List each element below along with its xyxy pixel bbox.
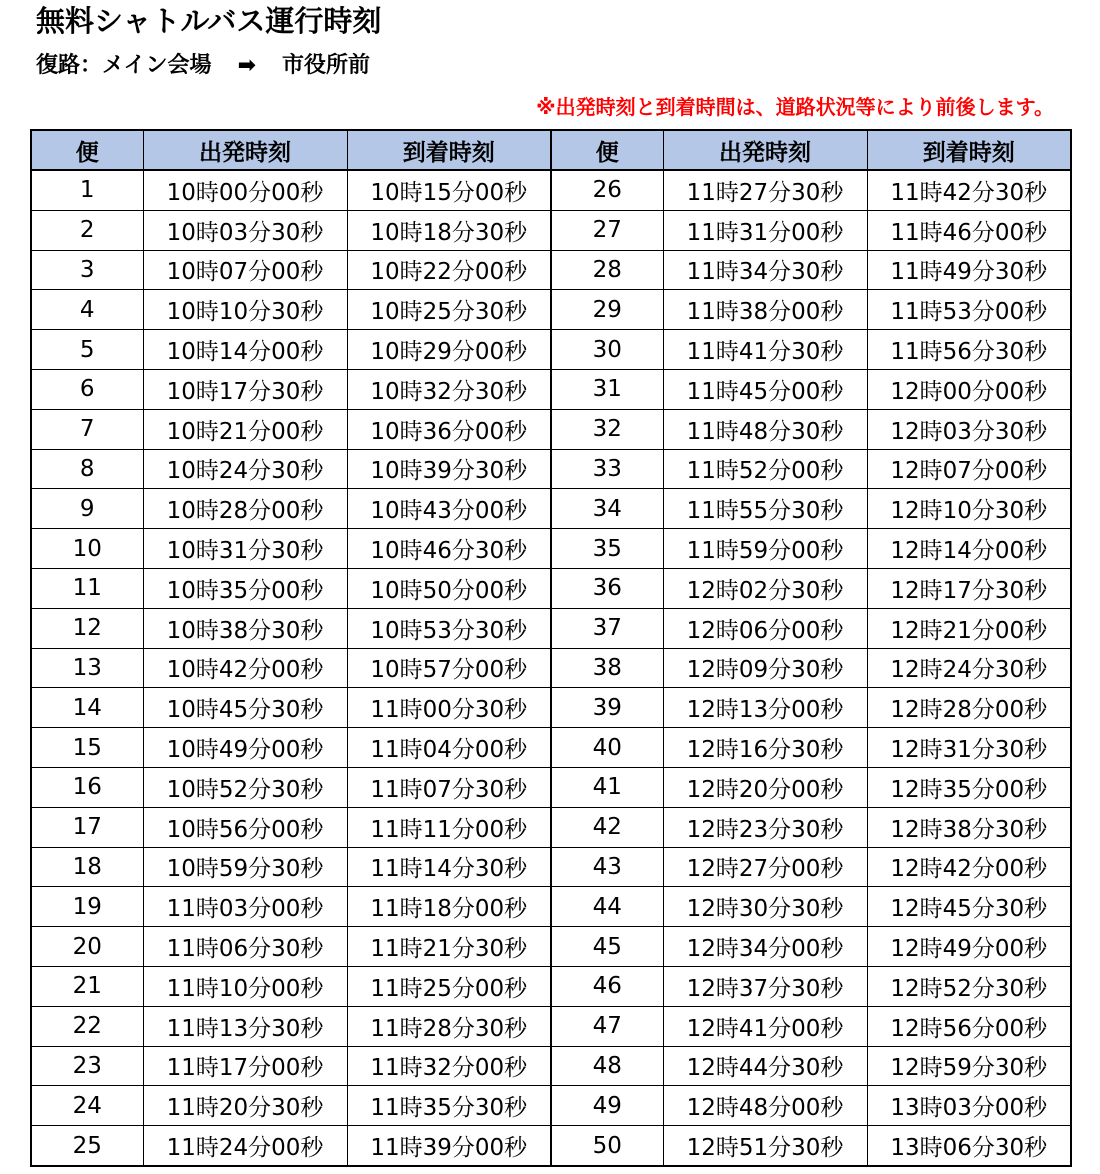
departure-time-cell: 11時24分00秒	[143, 1126, 347, 1166]
schedule-table	[30, 129, 1072, 1167]
table-row	[31, 608, 1071, 648]
table-row	[31, 648, 1071, 688]
route-line	[36, 50, 370, 82]
departure-time-cell: 11時27分30秒	[663, 170, 867, 210]
departure-time-cell: 12時06分00秒	[663, 608, 867, 648]
trip-number-cell: 6	[31, 369, 143, 409]
trip-number-cell: 42	[551, 807, 663, 847]
trip-number-cell: 37	[551, 608, 663, 648]
arrival-time-cell: 11時42分30秒	[867, 170, 1071, 210]
arrival-time-cell: 12時24分30秒	[867, 648, 1071, 688]
trip-number-cell: 3	[31, 250, 143, 290]
departure-time-cell: 12時02分30秒	[663, 568, 867, 608]
trip-number-cell: 45	[551, 927, 663, 967]
arrival-time-cell: 12時52分30秒	[867, 966, 1071, 1006]
trip-number-cell: 28	[551, 250, 663, 290]
trip-number-cell: 40	[551, 728, 663, 768]
arrival-time-cell: 12時00分00秒	[867, 369, 1071, 409]
table-row	[31, 927, 1071, 967]
departure-time-cell: 10時49分00秒	[143, 728, 347, 768]
departure-time-cell: 10時38分30秒	[143, 608, 347, 648]
trip-number-cell: 31	[551, 369, 663, 409]
trip-number-cell: 23	[31, 1046, 143, 1086]
arrival-time-cell: 12時03分30秒	[867, 409, 1071, 449]
header-departure-time: 出発時刻	[663, 130, 867, 170]
departure-time-cell: 11時41分30秒	[663, 330, 867, 370]
trip-number-cell: 20	[31, 927, 143, 967]
arrival-time-cell: 11時00分30秒	[347, 688, 551, 728]
departure-time-cell: 12時09分30秒	[663, 648, 867, 688]
table-header-row	[31, 130, 1071, 170]
table-row	[31, 1006, 1071, 1046]
arrival-time-cell: 12時17分30秒	[867, 568, 1071, 608]
departure-time-cell: 11時34分30秒	[663, 250, 867, 290]
departure-time-cell: 10時56分00秒	[143, 807, 347, 847]
table-row	[31, 767, 1071, 807]
arrival-time-cell: 10時18分30秒	[347, 210, 551, 250]
departure-time-cell: 12時34分00秒	[663, 927, 867, 967]
arrival-time-cell: 11時07分30秒	[347, 767, 551, 807]
trip-number-cell: 33	[551, 449, 663, 489]
table-row	[31, 449, 1071, 489]
header-departure-time: 出発時刻	[143, 130, 347, 170]
trip-number-cell: 7	[31, 409, 143, 449]
arrival-time-cell: 10時57分00秒	[347, 648, 551, 688]
trip-number-cell: 12	[31, 608, 143, 648]
arrival-time-cell: 11時35分30秒	[347, 1086, 551, 1126]
departure-time-cell: 11時17分00秒	[143, 1046, 347, 1086]
departure-time-cell: 10時59分30秒	[143, 847, 347, 887]
trip-number-cell: 14	[31, 688, 143, 728]
departure-time-cell: 10時17分30秒	[143, 369, 347, 409]
table-row	[31, 170, 1071, 210]
departure-time-cell: 10時07分00秒	[143, 250, 347, 290]
arrival-time-cell: 10時46分30秒	[347, 529, 551, 569]
arrival-time-cell: 10時22分00秒	[347, 250, 551, 290]
departure-time-cell: 12時41分00秒	[663, 1006, 867, 1046]
arrival-time-cell: 12時38分30秒	[867, 807, 1071, 847]
arrival-time-cell: 12時59分30秒	[867, 1046, 1071, 1086]
arrival-time-cell: 11時04分00秒	[347, 728, 551, 768]
trip-number-cell: 11	[31, 568, 143, 608]
arrival-time-cell: 11時28分30秒	[347, 1006, 551, 1046]
arrival-time-cell: 10時29分00秒	[347, 330, 551, 370]
departure-time-cell: 11時20分30秒	[143, 1086, 347, 1126]
departure-time-cell: 12時20分00秒	[663, 767, 867, 807]
trip-number-cell: 32	[551, 409, 663, 449]
arrival-time-cell: 11時18分00秒	[347, 887, 551, 927]
trip-number-cell: 27	[551, 210, 663, 250]
arrival-time-cell: 12時21分00秒	[867, 608, 1071, 648]
trip-number-cell: 36	[551, 568, 663, 608]
arrival-time-cell: 10時25分30秒	[347, 290, 551, 330]
arrival-time-cell: 11時21分30秒	[347, 927, 551, 967]
arrival-time-cell: 12時56分00秒	[867, 1006, 1071, 1046]
trip-number-cell: 21	[31, 966, 143, 1006]
table-row	[31, 290, 1071, 330]
departure-time-cell: 11時31分00秒	[663, 210, 867, 250]
departure-time-cell: 11時52分00秒	[663, 449, 867, 489]
table-row	[31, 1046, 1071, 1086]
arrival-time-cell: 11時32分00秒	[347, 1046, 551, 1086]
departure-time-cell: 10時35分00秒	[143, 568, 347, 608]
trip-number-cell: 47	[551, 1006, 663, 1046]
trip-number-cell: 22	[31, 1006, 143, 1046]
table-row	[31, 210, 1071, 250]
header-arrival-time: 到着時刻	[867, 130, 1071, 170]
departure-time-cell: 10時28分00秒	[143, 489, 347, 529]
route-label: 復路：メイン会場	[36, 53, 212, 78]
departure-time-cell: 12時23分30秒	[663, 807, 867, 847]
table-row	[31, 688, 1071, 728]
trip-number-cell: 48	[551, 1046, 663, 1086]
arrival-time-cell: 12時31分30秒	[867, 728, 1071, 768]
arrival-time-cell: 10時53分30秒	[347, 608, 551, 648]
arrival-time-cell: 12時10分30秒	[867, 489, 1071, 529]
arrival-time-cell: 10時15分00秒	[347, 170, 551, 210]
table-row	[31, 728, 1071, 768]
trip-number-cell: 15	[31, 728, 143, 768]
arrival-time-cell: 12時28分00秒	[867, 688, 1071, 728]
trip-number-cell: 9	[31, 489, 143, 529]
trip-number-cell: 34	[551, 489, 663, 529]
arrival-time-cell: 11時49分30秒	[867, 250, 1071, 290]
arrival-time-cell: 11時53分00秒	[867, 290, 1071, 330]
arrival-time-cell: 10時32分30秒	[347, 369, 551, 409]
arrival-time-cell: 11時25分00秒	[347, 966, 551, 1006]
departure-time-cell: 10時42分00秒	[143, 648, 347, 688]
trip-number-cell: 30	[551, 330, 663, 370]
page-title: 無料シャトルバス運行時刻	[36, 4, 382, 38]
departure-time-cell: 10時03分30秒	[143, 210, 347, 250]
schedule-note: ※出発時刻と到着時間は、道路状況等により前後します。	[536, 95, 1054, 119]
table-row	[31, 887, 1071, 927]
arrival-time-cell: 12時42分00秒	[867, 847, 1071, 887]
departure-time-cell: 12時30分30秒	[663, 887, 867, 927]
departure-time-cell: 11時45分00秒	[663, 369, 867, 409]
trip-number-cell: 35	[551, 529, 663, 569]
trip-number-cell: 41	[551, 767, 663, 807]
departure-time-cell: 11時06分30秒	[143, 927, 347, 967]
arrival-time-cell: 12時45分30秒	[867, 887, 1071, 927]
arrival-time-cell: 12時14分00秒	[867, 529, 1071, 569]
table-row	[31, 529, 1071, 569]
trip-number-cell: 4	[31, 290, 143, 330]
schedule-table-body	[31, 170, 1071, 1166]
departure-time-cell: 12時51分30秒	[663, 1126, 867, 1166]
arrival-time-cell: 12時35分00秒	[867, 767, 1071, 807]
departure-time-cell: 11時10分00秒	[143, 966, 347, 1006]
table-row	[31, 330, 1071, 370]
header-trip-number: 便	[551, 130, 663, 170]
departure-time-cell: 11時13分30秒	[143, 1006, 347, 1046]
departure-time-cell: 11時59分00秒	[663, 529, 867, 569]
table-row	[31, 409, 1071, 449]
table-row	[31, 807, 1071, 847]
trip-number-cell: 10	[31, 529, 143, 569]
table-row	[31, 568, 1071, 608]
table-row	[31, 250, 1071, 290]
departure-time-cell: 12時27分00秒	[663, 847, 867, 887]
arrival-time-cell: 11時56分30秒	[867, 330, 1071, 370]
table-row	[31, 966, 1071, 1006]
header-trip-number: 便	[31, 130, 143, 170]
departure-time-cell: 12時13分00秒	[663, 688, 867, 728]
trip-number-cell: 17	[31, 807, 143, 847]
trip-number-cell: 5	[31, 330, 143, 370]
trip-number-cell: 18	[31, 847, 143, 887]
departure-time-cell: 10時52分30秒	[143, 767, 347, 807]
arrival-time-cell: 10時50分00秒	[347, 568, 551, 608]
arrival-time-cell: 11時14分30秒	[347, 847, 551, 887]
departure-time-cell: 10時14分00秒	[143, 330, 347, 370]
trip-number-cell: 2	[31, 210, 143, 250]
arrival-time-cell: 12時49分00秒	[867, 927, 1071, 967]
arrival-time-cell: 10時36分00秒	[347, 409, 551, 449]
departure-time-cell: 12時44分30秒	[663, 1046, 867, 1086]
departure-time-cell: 12時37分30秒	[663, 966, 867, 1006]
arrival-time-cell: 11時39分00秒	[347, 1126, 551, 1166]
trip-number-cell: 8	[31, 449, 143, 489]
departure-time-cell: 12時48分00秒	[663, 1086, 867, 1126]
departure-time-cell: 10時45分30秒	[143, 688, 347, 728]
trip-number-cell: 49	[551, 1086, 663, 1126]
departure-time-cell: 11時55分30秒	[663, 489, 867, 529]
departure-time-cell: 10時21分00秒	[143, 409, 347, 449]
trip-number-cell: 44	[551, 887, 663, 927]
trip-number-cell: 16	[31, 767, 143, 807]
trip-number-cell: 39	[551, 688, 663, 728]
trip-number-cell: 24	[31, 1086, 143, 1126]
table-row	[31, 847, 1071, 887]
trip-number-cell: 46	[551, 966, 663, 1006]
table-row	[31, 1086, 1071, 1126]
arrival-time-cell: 10時43分00秒	[347, 489, 551, 529]
departure-time-cell: 10時31分30秒	[143, 529, 347, 569]
departure-time-cell: 11時38分00秒	[663, 290, 867, 330]
arrival-time-cell: 13時06分30秒	[867, 1126, 1071, 1166]
route-destination: 市役所前	[282, 53, 371, 78]
arrival-time-cell: 11時46分00秒	[867, 210, 1071, 250]
trip-number-cell: 13	[31, 648, 143, 688]
arrival-time-cell: 12時07分00秒	[867, 449, 1071, 489]
trip-number-cell: 43	[551, 847, 663, 887]
header-arrival-time: 到着時刻	[347, 130, 551, 170]
table-row	[31, 369, 1071, 409]
departure-time-cell: 10時00分00秒	[143, 170, 347, 210]
trip-number-cell: 26	[551, 170, 663, 210]
trip-number-cell: 25	[31, 1126, 143, 1166]
right-arrow-icon: ➡	[237, 53, 256, 78]
arrival-time-cell: 13時03分00秒	[867, 1086, 1071, 1126]
departure-time-cell: 11時03分00秒	[143, 887, 347, 927]
table-row	[31, 489, 1071, 529]
departure-time-cell: 10時24分30秒	[143, 449, 347, 489]
departure-time-cell: 12時16分30秒	[663, 728, 867, 768]
departure-time-cell: 11時48分30秒	[663, 409, 867, 449]
trip-number-cell: 19	[31, 887, 143, 927]
trip-number-cell: 1	[31, 170, 143, 210]
trip-number-cell: 38	[551, 648, 663, 688]
arrival-time-cell: 11時11分00秒	[347, 807, 551, 847]
departure-time-cell: 10時10分30秒	[143, 290, 347, 330]
table-row	[31, 1126, 1071, 1166]
arrival-time-cell: 10時39分30秒	[347, 449, 551, 489]
trip-number-cell: 29	[551, 290, 663, 330]
trip-number-cell: 50	[551, 1126, 663, 1166]
